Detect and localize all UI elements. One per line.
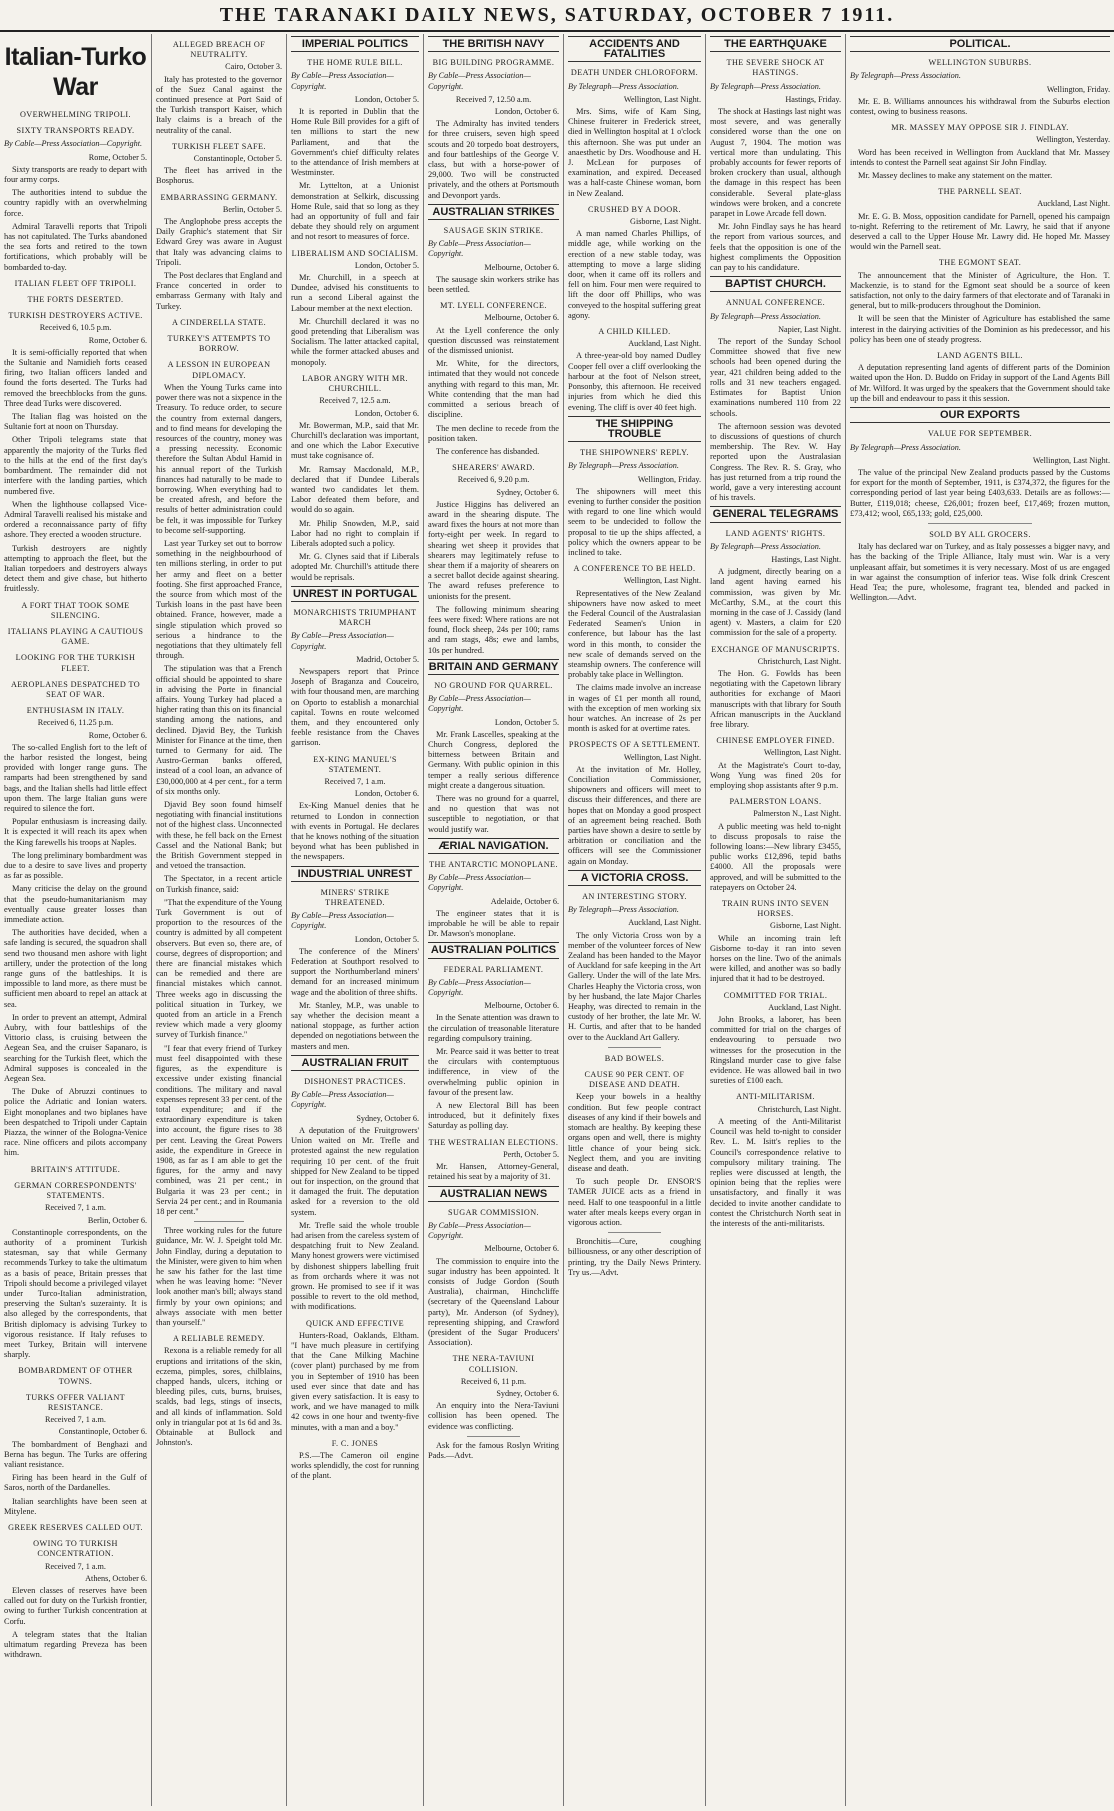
paragraph: The shock at Hastings last night was most severe, and was generally considered worse than the one on August 7, 1904. The motion was vertical more than undulating. This probably accounts for fewer reports of broken crockery than usual, although the damage in this respect has been considerable. Several plate-glass windows were broken, and a concrete parapet in Lowe Arcade fell down. [710, 107, 841, 219]
paragraph: Many criticise the delay on the ground that the pseudo-humanitarianism may eventually cause greater losses than immediate action. [4, 884, 147, 925]
article-heading: BRITAIN'S ATTITUDE. [30, 1164, 121, 1174]
paragraph: Mr. Philip Snowden, M.P., said Labor had no right to complain if Liberals adopted such a policy. [291, 518, 419, 548]
paragraph: Mr. Hansen, Attorney-General, retained his seat by a majority of 31. [428, 1162, 559, 1182]
article-heading: A CINDERELLA STATE. [171, 317, 267, 327]
dateline: Wellington, Last Night. [623, 576, 701, 586]
article-heading: THE NERA-TAVIUNI COLLISION. [452, 1354, 535, 1374]
paragraph: Mr. White, for the directors, intimated that they would not concede anything with regard to this man, Mr. White contending that the man had committed a serious breach of discipline. [428, 359, 559, 420]
article-subheading: ITALIANS PLAYING A CAUTIOUS GAME. [7, 626, 144, 647]
byline: By Telegraph—Press Association. [850, 71, 961, 81]
dateline: London, October 5. [354, 94, 419, 104]
paragraph: A meeting of the Anti-Militarist Council was held to-night to consider Rev. L. M. Isitt's replies to the Council's correspondence relative to compulsory military training. The replies were discussed at length, the opinion being that the replies were unsatisfactory, and finally it was decided to invite another candidate to contest the Christchurch North seat in the interests of the anti-militarists. [710, 1116, 841, 1228]
dateline: London, October 6. [354, 789, 419, 799]
paragraph: The report of the Sunday School Committee showed that five new schools had been opened during the year, 421 children being added to the rolls and 31 new teachers engaged. Estimates for Baptist Union examinations numbered 110 from 22 schools. [710, 337, 841, 418]
article-heading: BOMBARDMENT OF OTHER TOWNS. [18, 1366, 133, 1386]
section-heading-accidents-and-fatalities: ACCIDENTS AND FATALITIES [568, 36, 701, 62]
dateline: Rome, October 6. [88, 730, 147, 740]
article-heading: SOLD BY ALL GROCERS. [929, 529, 1031, 539]
received-line: Received 7, 1 a.m. [45, 1561, 106, 1571]
byline: By Cable—Press Association—Copyright. [291, 631, 394, 651]
paragraph: The Duke of Abruzzi continues to police the Adriatic and Ionian waters. Eight monoplanes and two biplanes have been despatched to Tripoli under Captain Piazza, the winner of the Bologna-Venice race. Nine officers and pilots accompany him. [4, 1087, 147, 1158]
article-heading: CRUSHED BY A DOOR. [588, 204, 681, 214]
column-5 [564, 34, 706, 1806]
article-heading: SUGAR COMMISSION. [448, 1207, 539, 1217]
paragraph: The value of the principal New Zealand products passed by the Customs for export for the month of September, 1911, is £374,372, the figures for the corresponding period of last year being £403,633. Details are as follows:—Butter, £119,018; cheese, £26,001; frozen beef, £17,469; frozen mutton, £73,412; wool, £65,133; gold, £25,000. [850, 467, 1110, 518]
section-heading-australian-politics: AUSTRALIAN POLITICS [428, 942, 559, 958]
paragraph: Turkish destroyers are nightly attempting to approach the fleet, but the Italian torpedoers and destroyers always detect them and give chase, but hitherto fruitlessly. [4, 543, 147, 594]
paragraph: Eleven classes of reserves have been called out for duty on the Turkish frontier, owing to further Turkish concentration at Corfu. [4, 1586, 147, 1626]
column-4 [424, 34, 564, 1806]
section-heading-imperial-politics: IMPERIAL POLITICS [291, 36, 419, 52]
paragraph: Newspapers report that Prince Joseph of Braganza and Couceiro, with four thousand men, are marching on Oporto to establish a monarchial capital. Towns en route welcomed them, and they encountered only feeble resistance from the Chaves garrison. [291, 666, 419, 748]
received-line: Received 7, 1 a.m. [324, 777, 386, 786]
paragraph: The Hon. G. Fowlds has been negotiating with the Capetown library authorities for exchange of Maori manuscripts with that library for South African manuscripts in the Auckland free library. [710, 668, 841, 729]
article-heading: SHEARERS' AWARD. [452, 463, 535, 473]
paragraph: Firing has been heard in the Gulf of Saros, north of the Dardanelles. [4, 1473, 147, 1493]
article-heading: A FORT THAT TOOK SOME SILENCING. [21, 600, 130, 620]
paragraph: Mr. Bowerman, M.P., said that Mr. Churchill's declaration was important, and one which the Labor Executive must take cognisance of. [291, 420, 419, 461]
paragraph: Mrs. Sims, wife of Kam Sing, Chinese fruiterer in Frederick street, died in Wellington hospital at 1 o'clock this afternoon. She was put under an anaesthetic by Drs. Woodhouse and H. J. McLean for purposes of examination, and expired. Deceased was a half-caste Chinese woman, born in New Zealand. [568, 107, 701, 198]
received-line: Received 7, 1 a.m. [45, 1203, 106, 1213]
newspaper-columns [0, 34, 1114, 1806]
article-heading: TURKISH FLEET SAFE. [172, 141, 266, 151]
paragraph: "That the expenditure of the Young Turk Government is out of proportion to the resources of the country is admitted by all competent observers. But even so, there are, of course, degrees of disproportion; and there are financial mistakes which can be remedied and there are financial mistakes which cannot. Three weeks ago in discussing the political situation in Turkey, we quoted from an article in a French review which made a very gloomy survey of Turkish finance." [156, 897, 282, 1040]
byline: By Cable—Press Association—Copyright. [291, 1090, 394, 1110]
dateline: Adelaide, October 6. [490, 896, 559, 906]
paragraph: The announcement that the Minister of Agriculture, the Hon. T. Mackenzie, is to stand for the Egmont seat should be a source of keen satisfaction, not only to the dairy farmers of that electorate and of Taranaki in general, but to milk-producers throughout the Dominion. [850, 270, 1110, 311]
paragraph: The authorities intend to subdue the country rapidly with an overwhelming force. [4, 188, 147, 218]
article-heading: THE SHIPOWNERS' REPLY. [580, 448, 689, 458]
paragraph: When the lighthouse collapsed Vice-Admiral Taravelli realised his mistake and ordered a reconnaissance party of fifty ashore. They erected a wooden structure. [4, 499, 147, 540]
dateline: Berlin, October 6. [87, 1215, 147, 1225]
dateline: Constantinople, October 6. [58, 1427, 147, 1437]
paragraph: The Anglophobe press accepts the Daily Graphic's statement that Sir Edward Grey was aware in August that Italy was advancing claims to Tripoli. [156, 217, 282, 267]
section-heading-australian-news: AUSTRALIAN NEWS [428, 1186, 559, 1202]
section-heading-shipping-trouble: THE SHIPPING TROUBLE [568, 416, 701, 442]
divider [608, 1232, 661, 1233]
column-1 [0, 34, 152, 1806]
paragraph: In order to prevent an attempt, Admiral Aubry, with four battleships of the Vittorio class, is cruising between the Aegean Sea, and the cruiser Sapanaro, is searching for the Turkish fleet, which the Admiral supposes is concealed in the Aegean Sea. [4, 1012, 147, 1084]
paragraph: When the Young Turks came into power there was not a sixpence in the Treasury. To reduce order, to secure the country from external dangers, and to find means for developing the resources of the country, money was a pressing necessity. Economic therefore the Sultan Abdul Hamid in his annual report of the Turkish finances had naturally to be made to borrowing. When everything had to be created afresh, and before the results of better administration could be felt, it was impossible for Turkey to become self-supporting. [156, 382, 282, 535]
article-heading: QUICK AND EFFECTIVE [305, 1318, 405, 1328]
dateline: Berlin, October 5. [222, 204, 282, 214]
article-heading: EX-KING MANUEL'S STATEMENT. [313, 754, 397, 774]
paragraph: The Spectator, in a recent article on Turkish finance, said: [156, 874, 282, 894]
paragraph: An enquiry into the Nera-Taviuni collision has been opened. The evidence was conflicting. [428, 1401, 559, 1431]
received-line: Received 6, 11.25 p.m. [37, 718, 114, 728]
section-heading-britain-and-germany: BRITAIN AND GERMANY [428, 659, 559, 675]
article-heading: ANNUAL CONFERENCE. [725, 298, 826, 308]
byline: By Cable—Press Association—Copyright. [428, 694, 531, 714]
paragraph: There was no ground for a quarrel, and no question that was not susceptible to negotiation, or that would justify war. [428, 794, 559, 834]
received-line: Received 7, 12.5 a.m. [319, 396, 391, 406]
section-heading-victoria-cross: A VICTORIA CROSS. [568, 870, 701, 886]
section-heading-british-navy: THE BRITISH NAVY [428, 36, 559, 52]
article-subheading: TURKEY'S ATTEMPTS TO BORROW. [167, 334, 271, 354]
dateline: London, October 5. [354, 260, 419, 270]
paragraph: At the Lyell conference the only question discussed was reinstatement of the dismissed unionist. [428, 325, 559, 356]
section-heading-industrial-unrest: INDUSTRIAL UNREST [291, 866, 419, 882]
received-line: Received 7, 12.50 a.m. [455, 94, 532, 104]
signature: F. C. JONES [331, 1438, 379, 1448]
dateline: London, October 6. [494, 107, 559, 117]
dateline: Christchurch, Last Night. [757, 656, 841, 666]
dateline: Auckland, Last Night. [628, 918, 701, 928]
article-heading: LAND AGENTS' RIGHTS. [725, 528, 826, 538]
column-3 [287, 34, 424, 1806]
paragraph: The conference has disbanded. [436, 446, 540, 456]
dateline: Perth, October 5. [503, 1149, 559, 1159]
paragraph: At the invitation of Mr. Holley, Conciliation Commissioner, shipowners and officers will meet to discuss their differences, and there are hopes that on Monday a good prospect of an agreement being reached. Both parties have shown a desire to settle by arbitration or conciliation and the officers will see the Commissioner again on Monday. [568, 764, 701, 866]
paragraph: The men decline to recede from the position taken. [428, 423, 559, 443]
article-subheading: GERMAN CORRESPONDENTS' STATEMENTS. [14, 1180, 137, 1201]
received-line: Received 6, 10.5 p.m. [39, 323, 112, 333]
article-heading: MT. LYELL CONFERENCE. [440, 301, 547, 311]
article-subheading: OWING TO TURKISH CONCENTRATION. [33, 1539, 118, 1559]
dateline: Wellington, Last Night. [623, 94, 701, 104]
dateline: Hastings, Last Night. [771, 554, 841, 564]
divider [928, 523, 1032, 524]
dateline: Hastings, Friday. [785, 94, 841, 104]
article-heading: A RELIABLE REMEDY. [173, 1334, 265, 1344]
advertisement: Rexona is a reliable remedy for all eruptions and irritations of the skin, eczema, pimples, sores, chilblains, chapped hands, ulcers, itching or bleeding piles, cuts, burns, bruises, scalds, bad legs, stings of insects, and all kinds of inflammation. Sold only in triangular pot at 1s 6d and 3s. Obtainable at Bullock and Johnston's. [156, 1346, 282, 1448]
paragraph: Mr. E. B. Williams announces his withdrawal from the Suburbs election contest, owing to business reasons. [850, 96, 1110, 117]
paragraph: Italy has protested to the governor of the Suez Canal against the continued presence at Port Said of the Turkish transport Kaiser, which Italy claims is a breach of the neutrality of the canal. [156, 74, 282, 135]
paragraph: P.S.—The Cameron oil engine works splendidly, the cost for running of the plant. [291, 1450, 419, 1481]
article-heading: SAUSAGE SKIN STRIKE. [443, 226, 544, 236]
advertisement: Bronchitis—Cure, coughing billiousness, or any other description of printing, try the Daily News Printery. Try us.—Advt. [568, 1237, 701, 1277]
section-heading-general-telegrams: GENERAL TELEGRAMS [710, 506, 841, 522]
paragraph: It is semi-officially reported that when the Sultanie and Namidieh forts ceased firing, two Italian officers landed and found the forts deserted. The Turks had removed the breechblocks from the guns. Three dead Turks were discovered. [4, 347, 147, 408]
byline: By Telegraph—Press Association. [568, 905, 679, 915]
article-heading: MINERS' STRIKE THREATENED. [320, 887, 390, 908]
paragraph: Sixty transports are ready to depart with four army corps. [4, 164, 147, 185]
article-heading: CHINESE EMPLOYER FINED. [716, 736, 835, 746]
advertisement: Keep your bowels in a healthy condition. But few people contract diseases of any kind if their bowels and stomach are healthy. By keeping these organs open and well, there is mighty little chance of your being sick. Neglect them, and you are inviting disease and death. [568, 1092, 701, 1173]
dateline: Constantinople, October 5. [193, 154, 282, 164]
byline: By Telegraph—Press Association. [850, 442, 961, 452]
section-heading-unrest-in-portugal: UNREST IN PORTUGAL [291, 586, 419, 602]
byline: By Cable—Press Association—Copyright. [4, 139, 143, 149]
dateline: Auckland, Last Night. [628, 339, 701, 349]
dateline: Wellington, Last Night. [1032, 455, 1110, 465]
article-subheading: TURKS OFFER VALIANT RESISTANCE. [25, 1392, 126, 1412]
article-heading: OVERWHELMING TRIPOLI. [19, 110, 132, 119]
paragraph: The bombardment of Benghazi and Berna has begun. The Turks are offering valiant resistance. [4, 1439, 147, 1469]
section-heading-political: POLITICAL. [850, 36, 1110, 52]
paragraph: A deputation representing land agents of different parts of the Dominion waited upon the Hon. D. Buddo on Friday in support of the Land Agents Bill of Mr. Wilford. It was urged by the speakers that the Government should take up the bill and endeavour to pass it this session. [850, 363, 1110, 403]
advertisement: Italy has declared war on Turkey, and as Italy possesses a bigger navy, and has the backing of the Triple Alliance, Italy must win. War is a very unpleasant affair, but sometimes it is very necessary. Most of us are engaged in war against the consumption of inferior teas. Wise folk drink Crescent Head Tea; the pure, wholesome, fragrant tea, blended and packed in Wellington.—Advt. [850, 542, 1110, 603]
section-heading-aerial-navigation: ÆRIAL NAVIGATION. [428, 838, 559, 854]
section-heading-baptist-church: BAPTIST CHURCH. [710, 276, 841, 292]
byline: By Telegraph—Press Association. [710, 541, 821, 551]
section-heading-earthquake: THE EARTHQUAKE [710, 36, 841, 52]
article-heading: THE SEVERE SHOCK AT HASTINGS. [726, 58, 825, 78]
article-heading: ANTI-MILITARISM. [736, 1092, 815, 1102]
paragraph: Word has been received in Wellington from Auckland that Mr. Massey intends to contest the Parnell seat against Sir John Findlay. [850, 147, 1110, 167]
byline: By Telegraph—Press Association. [710, 81, 821, 91]
dateline: London, October 5. [494, 717, 559, 727]
paragraph: The stipulation was that a French official should be appointed to share in advising the Porte in financial affairs. Young Turkey had placed a higher rating than this on its financial standing among the nations, and declined. Djavid Bey, the Turkish Minister for Finance at the time, then turned to Germany for aid. The Austro-German banks offered, instead of a cool loan, an advance of £30,000,000 at 4 per cent., for a term of six months only. [156, 664, 282, 796]
paragraph: Popular enthusiasm is increasing daily. It is expected it will reach its apex when the King farewells his troops at Naples. [4, 817, 147, 847]
column-2 [152, 34, 287, 1806]
section-heading-our-exports: OUR EXPORTS [850, 407, 1110, 423]
article-heading: EXCHANGE OF MANUSCRIPTS. [711, 644, 840, 654]
paragraph: The authorities have decided, when a safe landing is secured, the squadron shall send two thousand men ashore with light artillery, under the protection of the long range guns of the battleships. It is impossible to land more, as there must be sufficient men aboard to repel an attack at sea. [4, 928, 147, 1009]
article-subheading: LOOKING FOR THE TURKISH FLEET. [15, 653, 136, 673]
article-subheading: THE FORTS DESERTED. [27, 295, 124, 305]
article-heading: VALUE FOR SEPTEMBER. [927, 429, 1033, 439]
dateline: Auckland, Last Night. [768, 1002, 841, 1012]
paragraph: A deputation of the Fruitgrowers' Union waited on Mr. Trefle and protested against the new regulation requiring 10 per cent. of the fruit shipped for New Zealand to be tipped out for inspection, on the ground that it damaged the fruit. The deputation asked for a reversion to the old system. [291, 1125, 419, 1217]
article-heading: WELLINGTON SUBURBS. [928, 58, 1032, 68]
paragraph: Mr. Massey declines to make any statement on the matter. [858, 171, 1053, 181]
byline: By Cable—Press Association—Copyright. [428, 71, 531, 91]
paragraph: The following minimum shearing fees were fixed: Where rations are not found, flock sheep, 24s per 100; rams and ram stags, 48s; ewe and lambs, 10s per hundred. [428, 604, 559, 655]
paragraph: Mr. Churchill, in a speech at Dundee, advised his constituents to run a second Liberal against the Labour member at the next election. [291, 273, 419, 313]
article-heading: THE WESTRALIAN ELECTIONS. [428, 1137, 559, 1147]
paragraph: Mr. Churchill declared it was no good pretending that Liberalism was Socialism. The latter attacked capital, while the former attacked abuses and monopoly. [291, 316, 419, 367]
paragraph: The Post declares that England and France concerted in order to embarrass Germany with Italy and Turkey. [156, 271, 282, 311]
dateline: Athens, October 6. [85, 1573, 147, 1583]
dateline: Gisborne, Last Night. [770, 921, 841, 931]
paragraph: Admiral Taravelli reports that Tripoli has not capitulated. The Turks abandoned the sea forts and retired to the town fortifications, which probably will be bombarded to-day. [4, 221, 147, 272]
paragraph: At the Magistrate's Court to-day, Wong Yung was fined 20s for employing shop assistants after 9 p.m. [710, 760, 841, 790]
article-heading: PROSPECTS OF A SETTLEMENT. [568, 740, 701, 750]
paragraph: Mr. Ramsay Macdonald, M.P., declared that if Dundee Liberals wanted two candidates let them. Labor defeated them before, and would do so again. [291, 464, 419, 515]
paragraph: A judgment, directly bearing on a land agent having earned his commission, was given by Mr. McCarthy, S.M., at the court this morning in the case of J. Cassidy (land agent) v. Masters, a claim for £20 commission for the sale of a property. [710, 567, 841, 638]
paragraph: A three-year-old boy named Dudley Cooper fell over a cliff overlooking the harbour at the foot of Nelson street, Ponsonby, this afternoon. He received injuries from which he died this evening. The cliff is over 40 feet high. [568, 351, 701, 412]
article-heading: GREEK RESERVES CALLED OUT. [8, 1522, 143, 1532]
paragraph: Hunters-Road, Oaklands, Eltham. "I have much pleasure in certifying that the Cane Milking Machine (cover plant) purchased by me from you in September of 1910 has been used ever since that date and has given every satisfaction. It is easy to work, and we have managed to milk 42 cows in one hour and twenty-five minutes, with a man and a boy." [291, 1330, 419, 1432]
article-subheading: CAUSE 90 PER CENT. OF DISEASE AND DEATH. [584, 1070, 685, 1090]
paragraph: In the Senate attention was drawn to the circulation of treasonable literature regarding compulsory training. [428, 1013, 559, 1043]
paragraph: It will be seen that the Minister of Agriculture has established the same interest in the dairying activities of the Dominion as his predecessor, and his policy has been one of steady progress. [850, 314, 1110, 344]
dateline: London, October 6. [354, 408, 419, 418]
article-heading: NO GROUND FOR QUARREL. [434, 680, 553, 690]
paragraph: The afternoon session was devoted to discussions of questions of church membership. The Rev. W. Hay reported upon the Australasian Congress. The Rev. R. S. Gray, who has just returned from a trip round the world, gave a very interesting account of his travels. [710, 421, 841, 503]
paragraph: A public meeting was held to-night to discuss proposals to raise the following loans:—New library £3455, public works £12,896, tepid baths £4000. All the proposals were approved, and will be submitted to the ratepayers on October 24. [710, 821, 841, 892]
article-heading: MR. MASSEY MAY OPPOSE SIR J. FINDLAY. [891, 123, 1069, 133]
dateline: Wellington, Friday. [1046, 84, 1110, 94]
received-line: Received 6, 11 p.m. [460, 1376, 527, 1386]
dateline: Melbourne, October 6. [484, 262, 559, 272]
byline: By Cable—Press Association—Copyright. [428, 977, 531, 998]
article-heading: THE ANTARCTIC MONOPLANE. [429, 860, 558, 870]
byline: By Cable—Press Association—Copyright. [291, 911, 394, 931]
paragraph: John Brooks, a laborer, has been committed for trial on the charges of endeavouring to persuade two witnesses for the prosecution in the Ringsland murder case to give false evidence. He was allowed bail in two sureties of £100 each. [710, 1015, 841, 1086]
dateline: Sydney, October 6. [496, 487, 559, 497]
paragraph: Representatives of the New Zealand shipowners have now asked to meet the Federal Council of the Australasian Federated Seamen's Union in conference, but labour has the last word in this month, to consider the new scale of demands served on the steamship owners. The conference will probably take place in Wellington. [568, 588, 701, 680]
paragraph: Other Tripoli telegrams state that apparently the majority of the Turks fled to the hills at the end of the first day's bombardment. The remainder did not interfere with the landing parties, which numbered five. [4, 435, 147, 496]
article-heading: DEATH UNDER CHLOROFORM. [570, 68, 699, 78]
dateline: Wellington, Friday. [637, 474, 701, 484]
byline: By Telegraph—Press Association. [568, 81, 679, 91]
paragraph: The Italian flag was hoisted on the Sultanie fort at noon on Thursday. [4, 412, 147, 432]
section-heading-australian-fruit: AUSTRALIAN FRUIT [291, 1055, 419, 1071]
paragraph: It is reported in Dublin that the Home Rule Bill provides for a gift of ten millions to start the new Parliament, and that the Government's chief difficulty relates to the attendance of Irish members at Westminster. [291, 107, 419, 178]
divider [608, 1047, 661, 1048]
paragraph: The sausage skin workers strike has been settled. [428, 274, 559, 295]
article-heading: PALMERSTON LOANS. [729, 797, 822, 807]
article-subheading: A LESSON IN EUROPEAN DIPLOMACY. [167, 360, 271, 380]
article-heading: EMBARRASSING GERMANY. [160, 192, 278, 202]
article-heading: THE HOME RULE BILL. [307, 58, 403, 68]
byline: By Telegraph—Press Association. [710, 311, 821, 321]
paragraph: Constantinople correspondents, on the authority of a prominent Turkish statesman, say that while Germany recommends Turkey to take the ultimatum as a basis of peace, Britain presses that Tripoli should become a privileged vilayet under Turco-Italian administration, preserving the Sultan's suzerainty. It is also alleged by the correspondents, that British diplomacy is advising Turkey to vigorous resistance. If Italy refuses to meet Turkey, Britain will intervene sharply. [4, 1227, 147, 1360]
article-heading: DISHONEST PRACTICES. [304, 1077, 406, 1087]
article-heading: AN INTERESTING STORY. [582, 892, 687, 902]
article-heading: FEDERAL PARLIAMENT. [443, 964, 544, 974]
article-heading: MONARCHISTS TRIUMPHANT MARCH [293, 607, 417, 628]
article-heading: BIG BUILDING PROGRAMME. [432, 58, 555, 68]
paragraph: The long preliminary bombardment was due to a desire to save lives and property as far as possible. [4, 850, 147, 881]
paragraph: The only Victoria Cross won by a member of the volunteer forces of New Zealand has been handed to the Mayor of Auckland for safe keeping in the Art Gallery. Under the will of the late Mrs. Charles Heaphy the Victoria cross, won by her husband, the late Major Charles Heaphy, was directed to remain in the custody of her brother, the late Mr. W. H. Curtis, and after that to be handed over to the Auckland Art Gallery. [568, 930, 701, 1042]
dateline: London, October 5. [354, 934, 419, 944]
paragraph: Mr. Lyttelton, at a Unionist demonstration at Selkirk, discussing Home Rule, said that so long as they had an opportunity of full and fair debate they should rely on argument and not resort to measures of force. [291, 181, 419, 242]
paragraph: Mr. Stanley, M.P., was unable to say whether the decision meant a national stoppage, as further action depended on negotiations between the masters and men. [291, 1000, 419, 1051]
article-heading: ALLEGED BREACH OF NEUTRALITY. [172, 40, 266, 60]
dateline: Gisborne, Last Night. [630, 217, 701, 227]
paragraph: The claims made involve an increase in wages of £1 per month all round, with the exception of men working six hour watches. An increase of 2s per month is asked for at overtime rates. [568, 683, 701, 734]
paragraph: A new Electoral Bill has been introduced, but it definitely fixes Saturday as polling day. [428, 1101, 559, 1131]
dateline: Rome, October 5. [88, 152, 147, 162]
divider [467, 1436, 519, 1437]
paragraph: Mr. Frank Lascelles, speaking at the Church Congress, deplored the bitterness between Britain and Germany. With public opinion in this temper a really serious difference might create a dangerous situation. [428, 729, 559, 790]
received-line: Received 7, 1 a.m. [45, 1415, 106, 1425]
byline: By Cable—Press Association—Copyright. [428, 1220, 531, 1241]
article-heading: A CONFERENCE TO BE HELD. [573, 564, 696, 574]
article-heading: LAND AGENTS BILL. [937, 351, 1023, 361]
dateline: Cairo, October 3. [225, 62, 282, 72]
article-heading: LIBERALISM AND SOCIALISM. [291, 248, 419, 258]
paragraph: Mr. Trefle said the whole trouble had arisen from the careless system of despatching fruit to New Zealand. Many honest growers were victimised by dishonest shippers labelling fruit as from orchards where it was not grown. He promised to see if it was possible to revert to the old method, with modifications. [291, 1220, 419, 1312]
article-heading: THE EGMONT SEAT. [938, 258, 1022, 268]
article-heading: A CHILD KILLED. [598, 327, 671, 337]
paragraph: Mr. John Findlay says he has heard the report from various sources, and feels that the opposition is one of the highest compliments the Opposition can pay to his candidature. [710, 222, 841, 273]
dateline: Melbourne, October 6. [484, 1244, 559, 1254]
paragraph: The engineer states that it is improbable he will be able to repair Dr. Mawson's monoplane. [428, 908, 559, 939]
dateline: Christchurch, Last Night. [757, 1104, 841, 1114]
article-heading: BAD BOWELS. [604, 1053, 665, 1063]
paragraph: Italian searchlights have been seen at Mitylene. [4, 1496, 147, 1516]
dateline: Sydney, October 6. [496, 1388, 559, 1398]
article-heading: THE PARNELL SEAT. [938, 187, 1022, 197]
masthead: THE TARANAKI DAILY NEWS, SATURDAY, OCTOBER 7 1911. [0, 0, 1114, 32]
dateline: Rome, October 6. [88, 335, 147, 345]
article-subheading: TURKISH DESTROYERS ACTIVE. [8, 311, 143, 321]
article-heading: ITALIAN FLEET OFF TRIPOLI. [14, 278, 137, 288]
dateline: Auckland, Last Night. [1037, 199, 1110, 209]
received-line: Received 6, 9.20 p.m. [457, 475, 530, 485]
byline: By Cable—Press Association—Copyright. [428, 239, 531, 259]
dateline: Wellington, Yesterday. [1036, 135, 1110, 145]
divider [194, 1221, 244, 1222]
dateline: Wellington, Last Night. [763, 748, 841, 758]
article-subheading: ENTHUSIASM IN ITALY. [26, 706, 125, 716]
article-subheading: SIXTY TRANSPORTS READY. [16, 126, 135, 136]
section-heading-australian-strikes: AUSTRALIAN STRIKES [428, 204, 559, 220]
paragraph: While an incoming train left Gisborne to-day it ran into seven horses on the line. Two of the animals were killed, and another was so badly injured that it had to be destroyed. [710, 933, 841, 984]
column-6 [706, 34, 846, 1806]
paragraph: The shipowners will meet this evening to further consider the position with regard to one line which would seem to be undecided to follow the proposal to tie up the ships affected, a policy which the owners appear to be inclined to take. [568, 486, 701, 557]
article-heading: LABOR ANGRY WITH MR. CHURCHILL. [302, 373, 408, 394]
advertisement: Ask for the famous Roslyn Writing Pads.—Advt. [428, 1440, 559, 1460]
paragraph: The Admiralty has invited tenders for three cruisers, seven high speed scouts and 20 torpedo boat destroyers, and four battleships of the George V. class, but with a horse-power of 29,000. Two will be constructed privately, and the others at Portsmouth and Devonport yards. [428, 119, 559, 200]
column-7 [846, 34, 1114, 1806]
byline: By Cable—Press Association—Copyright. [428, 873, 531, 893]
dateline: Palmerston N., Last Night. [753, 809, 841, 819]
paragraph: The so-called English fort to the left of the harbor resisted the longest, being provided with longer range guns. The ramparts had been strengthened by sand bags, and the Italian shells had little effect upon them. The large Italian guns were required to silence the fort. [4, 742, 147, 813]
paragraph: Ex-King Manuel denies that he returned to London in connection with events in Portugal. He declares that he knows nothing of the situation beyond what has been published in the newspapers. [291, 801, 419, 862]
paragraph: The conference of the Miners' Federation at Southport resolved to support the Northumberland miners' demand for an increased minimum wage and the abolition of three shifts. [291, 946, 419, 997]
paragraph: Three working rules for the future guidance, Mr. W. J. Speight told Mr. John Findlay, during a deputation to the Minister, were given to him when he saw his father for the last time when he was leaving home: "Never look another man's bill; always stand firmly by your own opinions; and always associate with men better than yourself." [156, 1226, 282, 1327]
article-heading: COMMITTED FOR TRIAL. [723, 990, 828, 1000]
paragraph: The fleet has arrived in the Bosphorus. [156, 166, 282, 186]
paragraph: Last year Turkey set out to borrow something in the neighbourhood of ten millions sterling, in order to put her army and fleet on a better footing. She first approached France, the source from which most of the Turkish loans in the past have been obtained. France, however, made a single stipulation which proved so serious a hindrance to the negotiations that they ultimately fell through. [156, 538, 282, 661]
paragraph: The commission to enquire into the sugar industry has been appointed. It consists of Judge Gordon (South Australia), chairman, Hinchcliffe (secretary of the Queensland Labour party), Mr. Anderson (of Sydney), representing shipping, and Crawford (president of the Sugar Producers' Association). [428, 1256, 559, 1348]
paragraph: Justice Higgins has delivered an award in the shearing dispute. The award fixes the hours at not more than forty-eight per week. In regard to shearing wet sheep it provides that shearers may legitimately refuse to shear them if a majority of shearers on a secret ballot decide against shearing. The award refuses preference to unionists for the present. [428, 499, 559, 601]
italian-turko-war-headline: Italian-Turko War [4, 43, 147, 101]
paragraph: "I fear that every friend of Turkey must feel disappointed with these figures, as the expenditure is excessive under existing financial conditions. The military and naval expenses represent 33 per cent. of the total expenditure; and if the extraordinary expenditure is taken into account, the figure rises to 38 per cent. Leaving the Great Powers aside, the expenditure in Greece in 1908, as far as I am able to get the figures, for the army and navy combined, was 21 per cent.; in Bulgaria it was 23 per cent.; in Servia 24 per cent.; and in Roumania 18 per cent." [156, 1043, 282, 1216]
dateline: Melbourne, October 6. [484, 313, 559, 323]
byline: By Telegraph—Press Association. [568, 461, 679, 471]
dateline: Melbourne, October 6. [484, 1001, 559, 1011]
dateline: Madrid, October 5. [356, 654, 419, 664]
paragraph: Djavid Bey soon found himself negotiating with financial institutions not of the highest class. Unconnected with these, he fell back on the Ernest Cassel and the National Bank; but the British Government stepped in and vetoed the transaction. [156, 800, 282, 871]
paragraph: Mr. G. Clynes said that if Liberals adopted Mr. Churchill's attitude there would be reprisals. [291, 552, 419, 582]
paragraph: A man named Charles Phillips, of middle age, while working on the erection of a new stable today, was attempting to move a large sliding door, when it came off its rollers and fell on him. Four men were required to lift the door off Phillips, who was conveyed to the hospital suffering great agony. [568, 229, 701, 320]
advertisement: To such people Dr. ENSOR'S TAMER JUICE acts as a friend in need. Half to one teaspoonful in a little water after meals keeps every organ in vigorous action. [568, 1177, 701, 1227]
paragraph: Mr. E. G. B. Moss, opposition candidate for Parnell, opened his campaign to-night. Referring to the retirement of Mr. Lawry, he said that if anyone deserved a call to the Upper House Mr. Lawry did. He hoped Mr. Massey would win the Parnell seat. [850, 211, 1110, 252]
dateline: Wellington, Last Night. [623, 752, 701, 762]
article-subheading: AEROPLANES DESPATCHED TO SEAT OF WAR. [10, 679, 141, 699]
paragraph: A telegram states that the Italian ultimatum regarding Preveza has been withdrawn. [4, 1629, 147, 1660]
article-heading: TRAIN RUNS INTO SEVEN HORSES. [721, 899, 830, 919]
dateline: Sydney, October 6. [356, 1113, 419, 1123]
byline: By Cable—Press Association—Copyright. [291, 71, 394, 91]
dateline: Napier, Last Night. [778, 324, 841, 334]
paragraph: Mr. Pearce said it was better to treat the circulars with contemptuous indifference, in view of the overwhelming public opinion in favour of the present law. [428, 1047, 559, 1097]
